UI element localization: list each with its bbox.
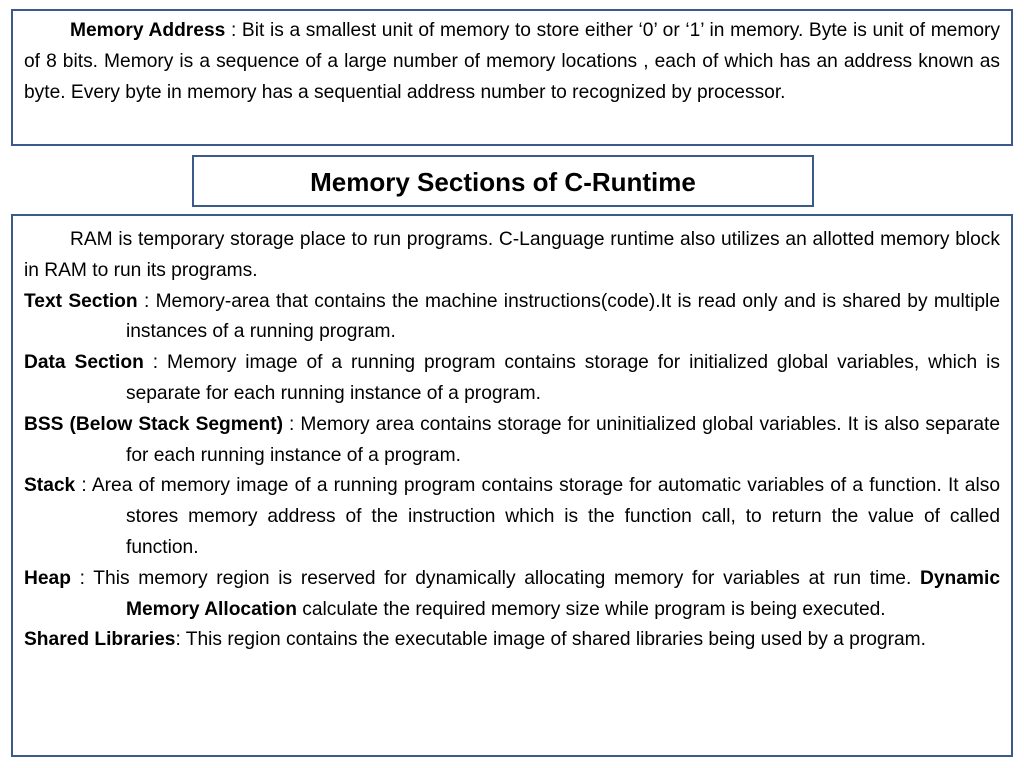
- intro-paragraph: RAM is temporary storage place to run programs. C-Language runtime also utilizes an allotted memory block in RAM to run its programs.: [24, 229, 1000, 281]
- dynamic-memory-allocation-term: Dynamic Memory Allocation: [126, 567, 1000, 620]
- memory-address-box: [11, 9, 1013, 146]
- text-section-text: : Memory-area that contains the machine instructions(code).It is read only and is shared by multiple instances of a running program.: [126, 290, 1000, 343]
- slide-title: [192, 155, 814, 207]
- shared-libraries-item: [24, 625, 1000, 656]
- heap-section-item: [24, 564, 1000, 626]
- memory-address-text: : Bit is a smallest unit of memory to store either ‘0’ or ‘1’ in memory. Byte is unit of memory of 8 bits. Memory is a sequence of a large number of memory locations , each of which has an address known as byte. Every byte in memory has a sequential address number to recognized by processor.: [24, 20, 1000, 103]
- heap-section-text-after: calculate the required memory size while program is being executed.: [296, 598, 886, 620]
- heap-section-term: Heap: [24, 567, 71, 589]
- memory-sections-box: [11, 214, 1013, 757]
- heap-section-text: : This memory region is reserved for dynamically allocating memory for variables at run time.: [70, 567, 921, 589]
- bss-section-term: BSS (Below Stack Segment): [24, 413, 283, 435]
- shared-libraries-term: Shared Libraries: [24, 629, 176, 651]
- stack-section-text: : Area of memory image of a running program contains storage for automatic variables of a function. It also stores memory address of the instruction which is the function call, to return the value of called function.: [75, 475, 1000, 558]
- stack-section-term: Stack: [24, 475, 76, 497]
- data-section-term: Data Section: [24, 352, 144, 374]
- shared-libraries-text: : This region contains the executable image of shared libraries being used by a program.: [175, 629, 926, 651]
- memory-address-term: Memory Address: [70, 20, 226, 41]
- bss-section-item: [24, 410, 1000, 472]
- memory-address-paragraph: [24, 16, 1000, 108]
- data-section-text: : Memory image of a running program contains storage for initialized global variables, which is separate for each running instance of a program.: [126, 352, 1000, 404]
- bss-section-text: : Memory area contains storage for uninitialized global variables. It is also separate for each running instance of a program.: [126, 413, 1000, 466]
- text-section-item: [24, 287, 1000, 349]
- data-section-item: [24, 348, 1000, 410]
- text-section-term: Text Section: [24, 290, 138, 312]
- stack-section-item: [24, 471, 1000, 563]
- slide-title-text: Memory Sections of C-Runtime: [310, 167, 696, 197]
